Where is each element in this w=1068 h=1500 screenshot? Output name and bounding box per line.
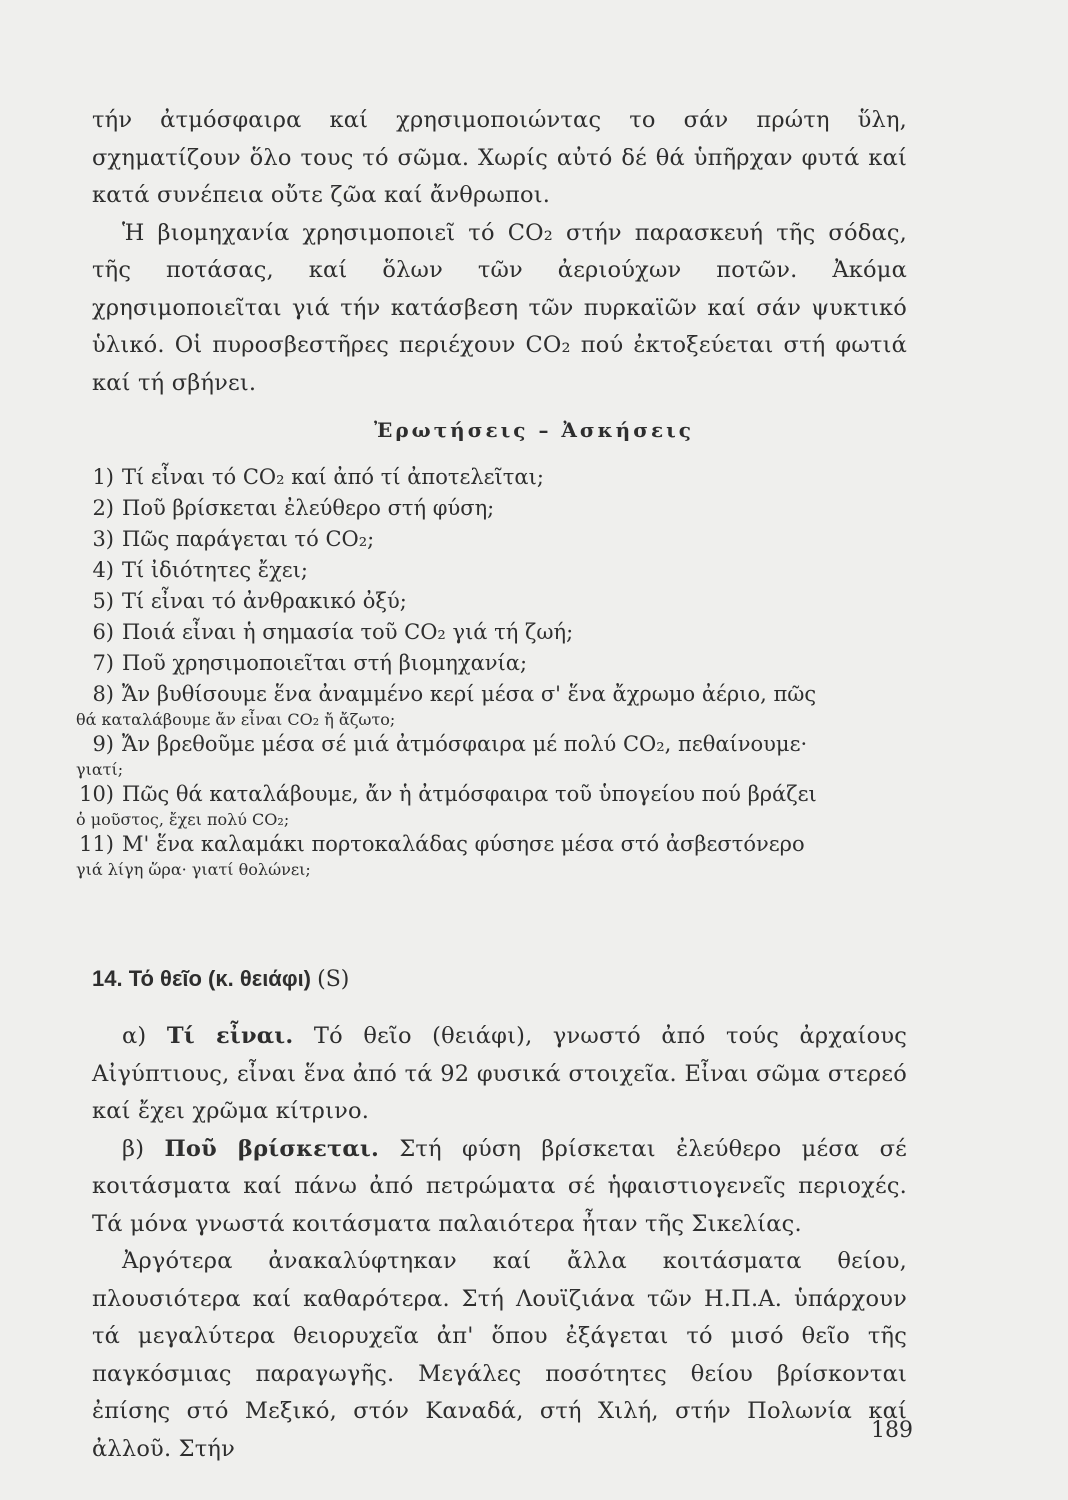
question-continuation: ὁ μοῦστος, ἔχει πολύ CO₂; — [76, 810, 290, 829]
para-a-text: Τό θεῖο (θειάφι), γνωστό ἀπό τούς ἀρχαίους Αἰγύπτιους, εἶναι ἕνα ἀπό τά 92 φυσικά στοιχεῖα. Εἶναι σῶμα στερεό καί ἔχει χρῶμα κίτρινο. — [92, 1023, 908, 1124]
question-number: 3) — [92, 527, 114, 551]
question-number: 8) — [92, 682, 114, 706]
question-item — [76, 648, 916, 679]
questions-heading: Ἐρωτήσεις – Ἀσκήσεις — [374, 418, 694, 442]
question-item — [76, 829, 916, 879]
question-text: Ἄν βυθίσουμε ἕνα ἀναμμένο κερί μέσα σ' ἕνα ἄχρωμο ἀέριο, πῶς — [122, 682, 817, 706]
question-line — [76, 648, 916, 679]
question-line — [76, 829, 916, 860]
para-b-text: Στή φύση βρίσκεται ἐλεύθερο μέσα σέ κοιτάσματα καί πάνω ἀπό πετρώματα σέ ἡφαιστιογενεῖς περιοχές. Τά μόνα γνωστά κοιτάσματα παλαιότερα ἦταν τῆς Σικελίας. — [92, 1135, 907, 1237]
question-continuation: θά καταλάβουμε ἄν εἶναι CO₂ ἤ ἄζωτο; — [76, 710, 396, 729]
intro-block — [92, 102, 907, 402]
question-number: 10) — [79, 782, 114, 806]
question-item — [76, 555, 916, 586]
question-line — [76, 524, 916, 555]
para-b-label: β) — [122, 1135, 145, 1162]
question-item — [76, 524, 916, 555]
section-para-b — [92, 1131, 907, 1244]
question-number: 6) — [92, 620, 114, 644]
question-text: Ἄν βρεθοῦμε μέσα σέ μιά ἀτμόσφαιρα μέ πολύ CO₂, πεθαίνουμε· — [122, 732, 808, 756]
question-text: Μ' ἕνα καλαμάκι πορτοκαλάδας φύσησε μέσα στό ἀσβεστόνερο — [122, 832, 805, 856]
intro-paragraph-1: τήν ἀτμόσφαιρα καί χρησιμοποιώντας το σάν πρώτη ὕλη, σχηματίζουν ὅλο τους τό σῶμα. Χωρίς αὐτό δέ θά ὑπῆρχαν φυτά καί κατά συνέπεια οὔτε ζῶα καί ἄνθρωποι. — [92, 107, 907, 208]
para-a-label: α) — [122, 1023, 147, 1049]
section-title-text: 14. Τό θεῖο (κ. θειάφι) — [92, 966, 312, 991]
questions-list — [76, 462, 916, 879]
question-line — [76, 679, 916, 710]
para-a-bold: Τί εἶναι. — [166, 1023, 294, 1049]
question-item — [76, 679, 916, 729]
intro-paragraph-2: Ἡ βιομηχανία χρησιμοποιεῖ τό CO₂ στήν παρασκευή τῆς σόδας, τῆς ποτάσας, καί ὅλων τῶν ἀεριούχων ποτῶν. Ἀκόμα χρησιμοποιεῖται γιά τήν κατάσβεση τῶν πυρκαϊῶν καί σάν ψυκτικό ὑλικό. Οἱ πυροσβεστῆρες περιέχουν CO₂ πού ἐκτοξεύεται στή φωτιά καί τή σβήνει. — [92, 219, 907, 396]
section-title — [92, 966, 349, 992]
section-symbol: (S) — [317, 967, 350, 992]
question-number: 7) — [92, 651, 114, 675]
question-number: 4) — [92, 558, 114, 582]
question-number: 2) — [92, 496, 114, 520]
question-line — [76, 555, 916, 586]
question-text: Ποιά εἶναι ἡ σημασία τοῦ CO₂ γιά τή ζωή; — [122, 620, 574, 644]
section-para-a — [92, 1018, 907, 1131]
question-item — [76, 617, 916, 648]
section-para-last: Ἀργότερα ἀνακαλύφτηκαν καί ἄλλα κοιτάσματα θείου, πλουσιότερα καί καθαρότερα. Στή Λουϊζιάνα τῶν Η.Π.Α. ὑπάρχουν τά μεγαλύτερα θειορυχεῖα ἀπ' ὅπου ἐξάγεται τό μισό θεῖο τῆς παγκόσμιας παραγωγῆς. Μεγάλες ποσότητες θείου βρίσκονται ἐπίσης στό Μεξικό, στόν Καναδά, στή Χιλή, στήν Πολωνία καί ἀλλοῦ. Στήν — [92, 1248, 907, 1462]
question-line — [76, 729, 916, 760]
question-line — [76, 779, 916, 810]
question-item — [76, 779, 916, 829]
para-b-bold: Ποῦ βρίσκεται. — [164, 1135, 380, 1162]
question-number: 9) — [92, 732, 114, 756]
question-text: Ποῦ χρησιμοποιεῖται στή βιομηχανία; — [122, 651, 528, 675]
question-item — [76, 586, 916, 617]
question-text: Πῶς θά καταλάβουμε, ἄν ἡ ἀτμόσφαιρα τοῦ ὑπογείου πού βράζει — [122, 782, 817, 806]
page-number: 189 — [871, 1418, 913, 1443]
question-line — [76, 462, 916, 493]
question-line — [76, 617, 916, 648]
question-item — [76, 462, 916, 493]
question-text: Τί εἶναι τό ἀνθρακικό ὀξύ; — [122, 589, 407, 613]
question-text: Ποῦ βρίσκεται ἐλεύθερο στή φύση; — [122, 496, 495, 520]
question-number: 5) — [92, 589, 114, 613]
question-line — [76, 493, 916, 524]
question-line — [76, 586, 916, 617]
question-item — [76, 729, 916, 779]
question-continuation: γιά λίγη ὥρα· γιατί θολώνει; — [76, 860, 311, 879]
question-text: Τί ἰδιότητες ἔχει; — [122, 558, 308, 582]
question-text: Τί εἶναι τό CO₂ καί ἀπό τί ἀποτελεῖται; — [122, 465, 544, 489]
question-continuation: γιατί; — [76, 760, 124, 779]
question-number: 11) — [79, 832, 114, 856]
question-text: Πῶς παράγεται τό CO₂; — [122, 527, 375, 551]
question-number: 1) — [92, 465, 114, 489]
section-body — [92, 1018, 907, 1468]
question-item — [76, 493, 916, 524]
